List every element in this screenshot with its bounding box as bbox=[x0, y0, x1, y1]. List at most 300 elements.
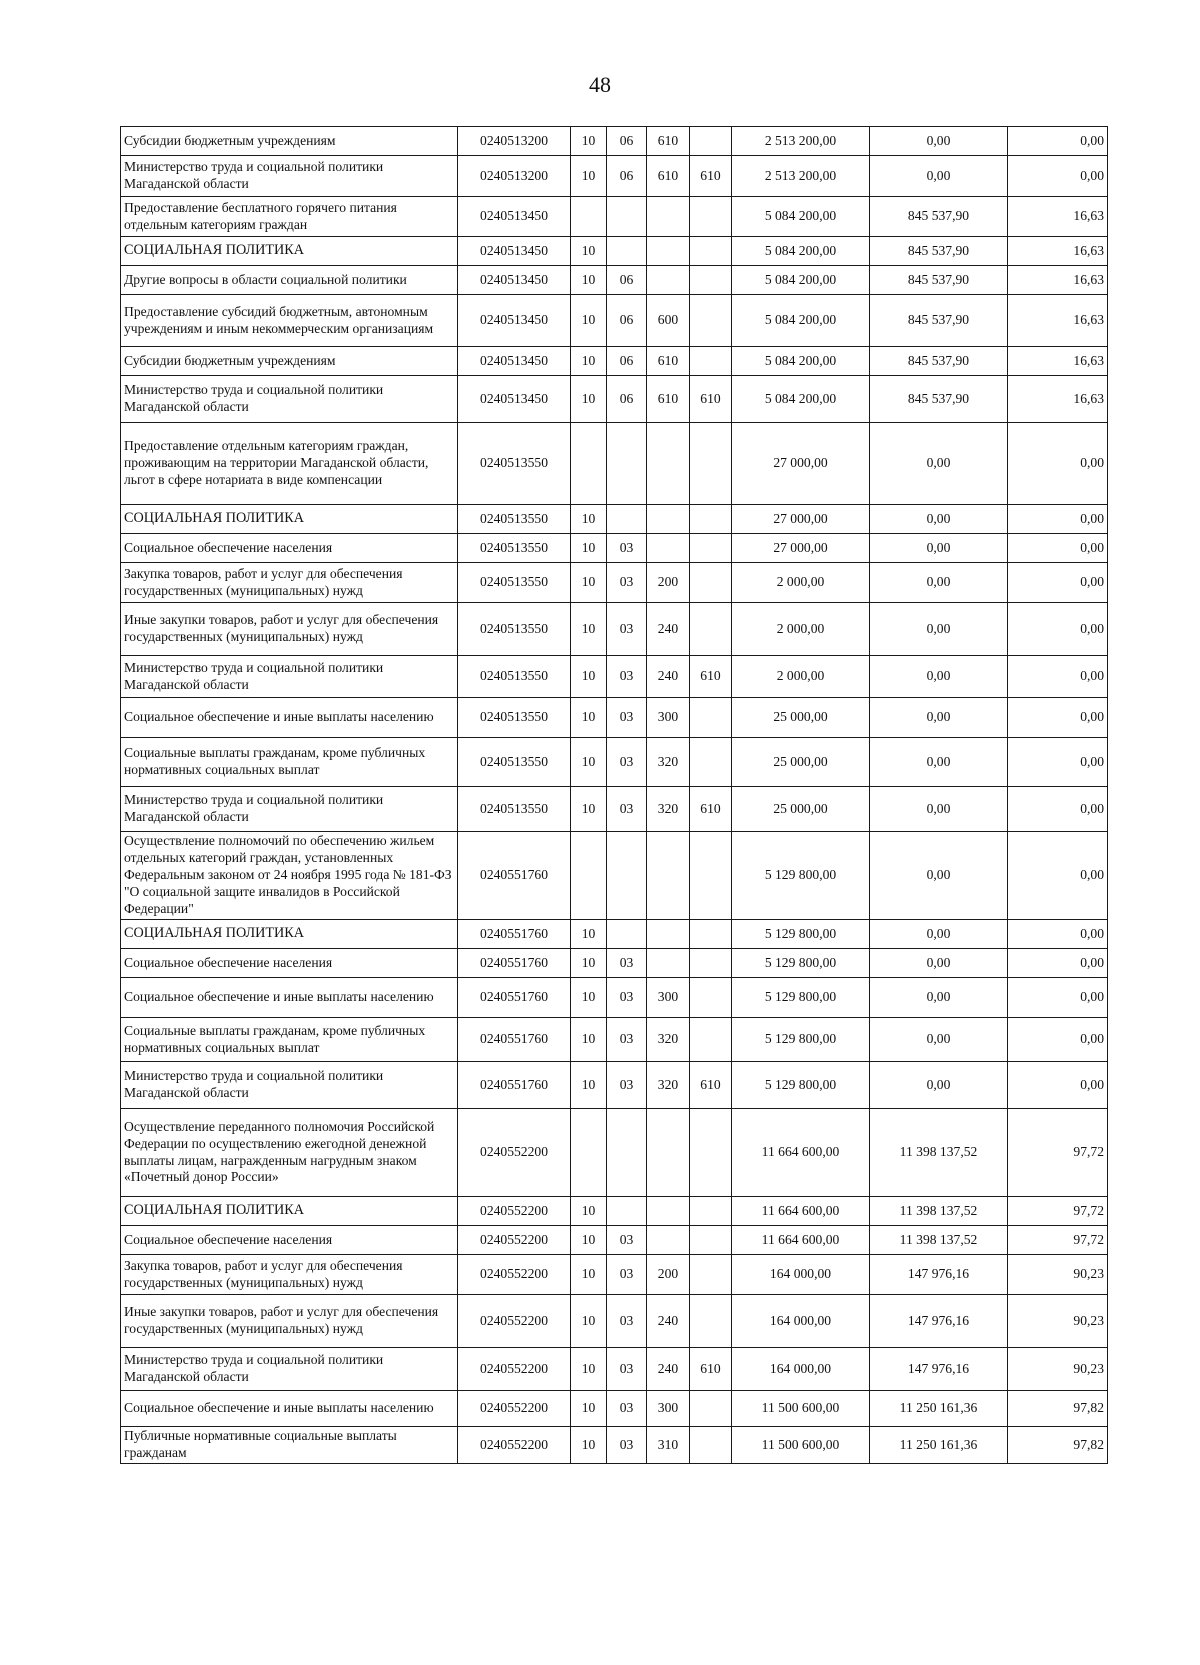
cell-executed-amount: 0,00 bbox=[870, 423, 1008, 505]
cell-planned-amount: 5 084 200,00 bbox=[732, 295, 870, 347]
cell-planned-amount: 2 513 200,00 bbox=[732, 156, 870, 197]
cell-section: 10 bbox=[571, 505, 607, 534]
cell-name: Министерство труда и социальной политики Магаданской области bbox=[121, 656, 458, 698]
cell-name: Министерство труда и социальной политики Магаданской области bbox=[121, 787, 458, 832]
cell-expense-type: 200 bbox=[647, 1255, 690, 1295]
cell-subsection: 03 bbox=[607, 787, 647, 832]
cell-expense-type: 320 bbox=[647, 738, 690, 787]
cell-section: 10 bbox=[571, 347, 607, 376]
table-row bbox=[121, 1197, 1108, 1226]
cell-expense-type: 320 bbox=[647, 1018, 690, 1062]
cell-planned-amount: 2 000,00 bbox=[732, 603, 870, 656]
cell-subsection: 03 bbox=[607, 1226, 647, 1255]
cell-target-article: 0240513550 bbox=[458, 656, 571, 698]
cell-name: Закупка товаров, работ и услуг для обеспечения государственных (муниципальных) нужд bbox=[121, 563, 458, 603]
cell-section: 10 bbox=[571, 1197, 607, 1226]
cell-administrator: 610 bbox=[690, 656, 732, 698]
table-row bbox=[121, 237, 1108, 266]
cell-executed-amount: 0,00 bbox=[870, 534, 1008, 563]
cell-subsection: 06 bbox=[607, 295, 647, 347]
cell-planned-amount: 2 000,00 bbox=[732, 563, 870, 603]
cell-planned-amount: 5 084 200,00 bbox=[732, 266, 870, 295]
cell-name: Министерство труда и социальной политики Магаданской области bbox=[121, 1062, 458, 1109]
cell-executed-amount: 845 537,90 bbox=[870, 197, 1008, 237]
cell-planned-amount: 5 129 800,00 bbox=[732, 1062, 870, 1109]
cell-target-article: 0240513200 bbox=[458, 156, 571, 197]
cell-expense-type: 240 bbox=[647, 1295, 690, 1348]
cell-percent-executed: 0,00 bbox=[1008, 505, 1108, 534]
cell-expense-type bbox=[647, 266, 690, 295]
cell-executed-amount: 0,00 bbox=[870, 505, 1008, 534]
cell-percent-executed: 16,63 bbox=[1008, 197, 1108, 237]
cell-planned-amount: 5 129 800,00 bbox=[732, 978, 870, 1018]
table-row bbox=[121, 1062, 1108, 1109]
cell-percent-executed: 90,23 bbox=[1008, 1255, 1108, 1295]
cell-target-article: 0240552200 bbox=[458, 1197, 571, 1226]
cell-name: СОЦИАЛЬНАЯ ПОЛИТИКА bbox=[121, 1197, 458, 1226]
cell-percent-executed: 0,00 bbox=[1008, 949, 1108, 978]
cell-section: 10 bbox=[571, 295, 607, 347]
cell-percent-executed: 16,63 bbox=[1008, 347, 1108, 376]
table-row bbox=[121, 1427, 1108, 1464]
cell-percent-executed: 0,00 bbox=[1008, 978, 1108, 1018]
table-row bbox=[121, 787, 1108, 832]
cell-expense-type: 300 bbox=[647, 978, 690, 1018]
cell-expense-type: 300 bbox=[647, 698, 690, 738]
cell-target-article: 0240551760 bbox=[458, 978, 571, 1018]
cell-administrator: 610 bbox=[690, 787, 732, 832]
cell-executed-amount: 147 976,16 bbox=[870, 1348, 1008, 1391]
cell-planned-amount: 164 000,00 bbox=[732, 1348, 870, 1391]
cell-subsection: 06 bbox=[607, 156, 647, 197]
table-row bbox=[121, 266, 1108, 295]
cell-executed-amount: 0,00 bbox=[870, 603, 1008, 656]
cell-expense-type: 610 bbox=[647, 127, 690, 156]
cell-expense-type bbox=[647, 237, 690, 266]
cell-subsection bbox=[607, 197, 647, 237]
cell-percent-executed: 0,00 bbox=[1008, 832, 1108, 920]
cell-percent-executed: 16,63 bbox=[1008, 295, 1108, 347]
cell-executed-amount: 845 537,90 bbox=[870, 376, 1008, 423]
cell-target-article: 0240513450 bbox=[458, 376, 571, 423]
cell-administrator bbox=[690, 978, 732, 1018]
table-row bbox=[121, 1018, 1108, 1062]
cell-administrator bbox=[690, 949, 732, 978]
cell-expense-type: 240 bbox=[647, 656, 690, 698]
cell-planned-amount: 25 000,00 bbox=[732, 787, 870, 832]
cell-executed-amount: 0,00 bbox=[870, 127, 1008, 156]
cell-expense-type: 200 bbox=[647, 563, 690, 603]
cell-planned-amount: 5 084 200,00 bbox=[732, 347, 870, 376]
cell-expense-type: 320 bbox=[647, 787, 690, 832]
cell-target-article: 0240513450 bbox=[458, 197, 571, 237]
cell-name: Предоставление бесплатного горячего питания отдельным категориям граждан bbox=[121, 197, 458, 237]
cell-administrator bbox=[690, 738, 732, 787]
cell-section: 10 bbox=[571, 1018, 607, 1062]
cell-name: Министерство труда и социальной политики Магаданской области bbox=[121, 1348, 458, 1391]
table-row bbox=[121, 920, 1108, 949]
cell-administrator: 610 bbox=[690, 156, 732, 197]
cell-name: Субсидии бюджетным учреждениям bbox=[121, 127, 458, 156]
cell-planned-amount: 5 129 800,00 bbox=[732, 949, 870, 978]
cell-administrator bbox=[690, 266, 732, 295]
cell-planned-amount: 5 084 200,00 bbox=[732, 376, 870, 423]
cell-percent-executed: 97,72 bbox=[1008, 1226, 1108, 1255]
cell-expense-type bbox=[647, 1109, 690, 1197]
cell-section: 10 bbox=[571, 698, 607, 738]
cell-percent-executed: 0,00 bbox=[1008, 563, 1108, 603]
cell-section: 10 bbox=[571, 376, 607, 423]
cell-percent-executed: 0,00 bbox=[1008, 738, 1108, 787]
cell-expense-type bbox=[647, 920, 690, 949]
cell-name: Осуществление полномочий по обеспечению жильем отдельных категорий граждан, установленных Федеральным законом от 24 ноября 1995 года № 181-ФЗ "О социальной защите инвалидов в Российской Федерации" bbox=[121, 832, 458, 920]
cell-administrator bbox=[690, 1255, 732, 1295]
cell-expense-type: 320 bbox=[647, 1062, 690, 1109]
cell-administrator bbox=[690, 127, 732, 156]
table-row bbox=[121, 832, 1108, 920]
cell-section: 10 bbox=[571, 738, 607, 787]
cell-planned-amount: 27 000,00 bbox=[732, 423, 870, 505]
cell-administrator bbox=[690, 423, 732, 505]
cell-percent-executed: 0,00 bbox=[1008, 787, 1108, 832]
cell-planned-amount: 5 129 800,00 bbox=[732, 920, 870, 949]
cell-section: 10 bbox=[571, 978, 607, 1018]
cell-expense-type bbox=[647, 197, 690, 237]
cell-planned-amount: 164 000,00 bbox=[732, 1295, 870, 1348]
budget-table bbox=[120, 126, 1108, 1464]
cell-administrator bbox=[690, 347, 732, 376]
cell-section bbox=[571, 832, 607, 920]
cell-percent-executed: 0,00 bbox=[1008, 156, 1108, 197]
cell-subsection: 06 bbox=[607, 347, 647, 376]
table-row bbox=[121, 376, 1108, 423]
cell-name: Иные закупки товаров, работ и услуг для обеспечения государственных (муниципальных) нужд bbox=[121, 603, 458, 656]
table-row bbox=[121, 978, 1108, 1018]
cell-executed-amount: 0,00 bbox=[870, 787, 1008, 832]
cell-section: 10 bbox=[571, 920, 607, 949]
cell-target-article: 0240552200 bbox=[458, 1255, 571, 1295]
cell-target-article: 0240513450 bbox=[458, 266, 571, 295]
table-row bbox=[121, 1391, 1108, 1427]
cell-percent-executed: 97,82 bbox=[1008, 1391, 1108, 1427]
cell-target-article: 0240513550 bbox=[458, 603, 571, 656]
cell-target-article: 0240552200 bbox=[458, 1348, 571, 1391]
cell-administrator bbox=[690, 603, 732, 656]
cell-executed-amount: 0,00 bbox=[870, 949, 1008, 978]
cell-section: 10 bbox=[571, 1427, 607, 1464]
cell-subsection bbox=[607, 832, 647, 920]
cell-executed-amount: 0,00 bbox=[870, 656, 1008, 698]
cell-target-article: 0240552200 bbox=[458, 1427, 571, 1464]
table-row bbox=[121, 949, 1108, 978]
cell-name: Осуществление переданного полномочия Российской Федерации по осуществлению ежегодной денежной выплаты лицам, награжденным нагрудным знаком «Почетный донор России» bbox=[121, 1109, 458, 1197]
cell-target-article: 0240551760 bbox=[458, 920, 571, 949]
cell-subsection bbox=[607, 237, 647, 266]
table-row bbox=[121, 1295, 1108, 1348]
cell-subsection: 03 bbox=[607, 738, 647, 787]
cell-section: 10 bbox=[571, 787, 607, 832]
cell-percent-executed: 0,00 bbox=[1008, 698, 1108, 738]
cell-subsection bbox=[607, 1109, 647, 1197]
cell-expense-type bbox=[647, 949, 690, 978]
table-row bbox=[121, 156, 1108, 197]
cell-section: 10 bbox=[571, 949, 607, 978]
cell-expense-type: 240 bbox=[647, 603, 690, 656]
cell-administrator bbox=[690, 1295, 732, 1348]
cell-administrator bbox=[690, 1109, 732, 1197]
cell-administrator bbox=[690, 563, 732, 603]
table-row bbox=[121, 423, 1108, 505]
cell-executed-amount: 0,00 bbox=[870, 1018, 1008, 1062]
cell-percent-executed: 16,63 bbox=[1008, 237, 1108, 266]
table-row bbox=[121, 127, 1108, 156]
cell-planned-amount: 11 664 600,00 bbox=[732, 1109, 870, 1197]
cell-section: 10 bbox=[571, 534, 607, 563]
cell-planned-amount: 11 664 600,00 bbox=[732, 1197, 870, 1226]
cell-target-article: 0240513550 bbox=[458, 563, 571, 603]
cell-section bbox=[571, 423, 607, 505]
cell-subsection: 06 bbox=[607, 376, 647, 423]
cell-target-article: 0240513450 bbox=[458, 295, 571, 347]
cell-percent-executed: 0,00 bbox=[1008, 603, 1108, 656]
cell-section: 10 bbox=[571, 1226, 607, 1255]
cell-subsection: 03 bbox=[607, 698, 647, 738]
table-row bbox=[121, 563, 1108, 603]
cell-percent-executed: 0,00 bbox=[1008, 1062, 1108, 1109]
table-row bbox=[121, 656, 1108, 698]
cell-expense-type bbox=[647, 1226, 690, 1255]
cell-name: Предоставление субсидий бюджетным, автономным учреждениям и иным некоммерческим организациям bbox=[121, 295, 458, 347]
cell-subsection: 03 bbox=[607, 978, 647, 1018]
cell-section: 10 bbox=[571, 563, 607, 603]
table-row bbox=[121, 1348, 1108, 1391]
cell-planned-amount: 2 513 200,00 bbox=[732, 127, 870, 156]
cell-planned-amount: 27 000,00 bbox=[732, 505, 870, 534]
cell-section: 10 bbox=[571, 266, 607, 295]
cell-executed-amount: 11 398 137,52 bbox=[870, 1226, 1008, 1255]
cell-expense-type: 600 bbox=[647, 295, 690, 347]
cell-subsection: 03 bbox=[607, 949, 647, 978]
cell-executed-amount: 11 250 161,36 bbox=[870, 1391, 1008, 1427]
cell-target-article: 0240513200 bbox=[458, 127, 571, 156]
cell-section: 10 bbox=[571, 156, 607, 197]
cell-subsection bbox=[607, 920, 647, 949]
table-row bbox=[121, 295, 1108, 347]
cell-administrator bbox=[690, 1226, 732, 1255]
cell-target-article: 0240513550 bbox=[458, 698, 571, 738]
cell-target-article: 0240552200 bbox=[458, 1295, 571, 1348]
cell-name: Иные закупки товаров, работ и услуг для обеспечения государственных (муниципальных) нужд bbox=[121, 1295, 458, 1348]
cell-section: 10 bbox=[571, 1255, 607, 1295]
table-body bbox=[121, 127, 1108, 1464]
cell-section: 10 bbox=[571, 656, 607, 698]
cell-target-article: 0240513550 bbox=[458, 738, 571, 787]
cell-subsection bbox=[607, 1197, 647, 1226]
cell-subsection: 03 bbox=[607, 1427, 647, 1464]
cell-administrator bbox=[690, 534, 732, 563]
cell-target-article: 0240513450 bbox=[458, 347, 571, 376]
table-row bbox=[121, 738, 1108, 787]
cell-executed-amount: 147 976,16 bbox=[870, 1295, 1008, 1348]
cell-planned-amount: 2 000,00 bbox=[732, 656, 870, 698]
cell-target-article: 0240551760 bbox=[458, 1062, 571, 1109]
cell-percent-executed: 0,00 bbox=[1008, 423, 1108, 505]
cell-percent-executed: 90,23 bbox=[1008, 1295, 1108, 1348]
cell-name: Предоставление отдельным категориям граждан, проживающим на территории Магаданской области, льгот в сфере нотариата в виде компенсации bbox=[121, 423, 458, 505]
cell-expense-type: 610 bbox=[647, 156, 690, 197]
cell-percent-executed: 0,00 bbox=[1008, 1018, 1108, 1062]
cell-executed-amount: 0,00 bbox=[870, 738, 1008, 787]
cell-subsection: 03 bbox=[607, 1295, 647, 1348]
table-row bbox=[121, 1226, 1108, 1255]
cell-planned-amount: 25 000,00 bbox=[732, 738, 870, 787]
cell-name: Социальное обеспечение населения bbox=[121, 949, 458, 978]
cell-executed-amount: 845 537,90 bbox=[870, 347, 1008, 376]
cell-name: СОЦИАЛЬНАЯ ПОЛИТИКА bbox=[121, 237, 458, 266]
table-row bbox=[121, 698, 1108, 738]
cell-planned-amount: 5 084 200,00 bbox=[732, 237, 870, 266]
table-row bbox=[121, 1109, 1108, 1197]
cell-subsection: 03 bbox=[607, 1255, 647, 1295]
cell-name: Социальное обеспечение и иные выплаты населению bbox=[121, 1391, 458, 1427]
cell-name: Социальное обеспечение и иные выплаты населению bbox=[121, 978, 458, 1018]
cell-executed-amount: 845 537,90 bbox=[870, 295, 1008, 347]
cell-administrator bbox=[690, 237, 732, 266]
cell-executed-amount: 11 398 137,52 bbox=[870, 1109, 1008, 1197]
cell-administrator bbox=[690, 1391, 732, 1427]
cell-administrator bbox=[690, 295, 732, 347]
cell-planned-amount: 11 500 600,00 bbox=[732, 1391, 870, 1427]
cell-subsection bbox=[607, 423, 647, 505]
cell-percent-executed: 16,63 bbox=[1008, 376, 1108, 423]
cell-expense-type bbox=[647, 534, 690, 563]
cell-subsection: 03 bbox=[607, 656, 647, 698]
cell-target-article: 0240551760 bbox=[458, 949, 571, 978]
cell-planned-amount: 5 129 800,00 bbox=[732, 832, 870, 920]
cell-expense-type: 310 bbox=[647, 1427, 690, 1464]
cell-administrator: 610 bbox=[690, 1062, 732, 1109]
cell-expense-type: 300 bbox=[647, 1391, 690, 1427]
table-row bbox=[121, 505, 1108, 534]
cell-administrator bbox=[690, 1197, 732, 1226]
cell-administrator bbox=[690, 505, 732, 534]
cell-section: 10 bbox=[571, 127, 607, 156]
cell-section bbox=[571, 1109, 607, 1197]
cell-target-article: 0240551760 bbox=[458, 832, 571, 920]
cell-target-article: 0240551760 bbox=[458, 1018, 571, 1062]
cell-target-article: 0240513550 bbox=[458, 787, 571, 832]
cell-target-article: 0240513550 bbox=[458, 505, 571, 534]
cell-planned-amount: 164 000,00 bbox=[732, 1255, 870, 1295]
cell-name: Министерство труда и социальной политики Магаданской области bbox=[121, 376, 458, 423]
table-row bbox=[121, 534, 1108, 563]
table-row bbox=[121, 1255, 1108, 1295]
cell-percent-executed: 0,00 bbox=[1008, 534, 1108, 563]
cell-name: СОЦИАЛЬНАЯ ПОЛИТИКА bbox=[121, 505, 458, 534]
cell-executed-amount: 11 398 137,52 bbox=[870, 1197, 1008, 1226]
cell-executed-amount: 0,00 bbox=[870, 832, 1008, 920]
cell-subsection: 03 bbox=[607, 1391, 647, 1427]
table-row bbox=[121, 197, 1108, 237]
cell-executed-amount: 0,00 bbox=[870, 156, 1008, 197]
cell-percent-executed: 0,00 bbox=[1008, 656, 1108, 698]
cell-name: Социальное обеспечение и иные выплаты населению bbox=[121, 698, 458, 738]
cell-executed-amount: 0,00 bbox=[870, 1062, 1008, 1109]
cell-subsection: 06 bbox=[607, 266, 647, 295]
cell-name: Закупка товаров, работ и услуг для обеспечения государственных (муниципальных) нужд bbox=[121, 1255, 458, 1295]
cell-planned-amount: 5 084 200,00 bbox=[732, 197, 870, 237]
cell-percent-executed: 0,00 bbox=[1008, 920, 1108, 949]
cell-administrator bbox=[690, 1018, 732, 1062]
cell-target-article: 0240513550 bbox=[458, 534, 571, 563]
page-number: 48 bbox=[589, 72, 611, 97]
cell-target-article: 0240513450 bbox=[458, 237, 571, 266]
cell-expense-type bbox=[647, 505, 690, 534]
cell-executed-amount: 0,00 bbox=[870, 563, 1008, 603]
cell-planned-amount: 27 000,00 bbox=[732, 534, 870, 563]
cell-name: Социальные выплаты гражданам, кроме публичных нормативных социальных выплат bbox=[121, 1018, 458, 1062]
cell-administrator bbox=[690, 832, 732, 920]
cell-section: 10 bbox=[571, 603, 607, 656]
cell-executed-amount: 147 976,16 bbox=[870, 1255, 1008, 1295]
cell-planned-amount: 11 664 600,00 bbox=[732, 1226, 870, 1255]
cell-planned-amount: 25 000,00 bbox=[732, 698, 870, 738]
cell-administrator: 610 bbox=[690, 376, 732, 423]
cell-planned-amount: 11 500 600,00 bbox=[732, 1427, 870, 1464]
cell-target-article: 0240552200 bbox=[458, 1226, 571, 1255]
cell-administrator: 610 bbox=[690, 1348, 732, 1391]
cell-percent-executed: 90,23 bbox=[1008, 1348, 1108, 1391]
cell-administrator bbox=[690, 698, 732, 738]
cell-name: СОЦИАЛЬНАЯ ПОЛИТИКА bbox=[121, 920, 458, 949]
cell-subsection: 03 bbox=[607, 1348, 647, 1391]
cell-section bbox=[571, 197, 607, 237]
cell-percent-executed: 97,82 bbox=[1008, 1427, 1108, 1464]
cell-expense-type bbox=[647, 1197, 690, 1226]
cell-name: Министерство труда и социальной политики Магаданской области bbox=[121, 156, 458, 197]
cell-subsection: 03 bbox=[607, 534, 647, 563]
table-row bbox=[121, 347, 1108, 376]
cell-executed-amount: 0,00 bbox=[870, 920, 1008, 949]
cell-planned-amount: 5 129 800,00 bbox=[732, 1018, 870, 1062]
cell-expense-type: 610 bbox=[647, 376, 690, 423]
cell-name: Социальное обеспечение населения bbox=[121, 534, 458, 563]
cell-target-article: 0240513550 bbox=[458, 423, 571, 505]
cell-section: 10 bbox=[571, 1062, 607, 1109]
cell-name: Другие вопросы в области социальной политики bbox=[121, 266, 458, 295]
cell-name: Социальное обеспечение населения bbox=[121, 1226, 458, 1255]
cell-percent-executed: 0,00 bbox=[1008, 127, 1108, 156]
cell-target-article: 0240552200 bbox=[458, 1109, 571, 1197]
cell-percent-executed: 97,72 bbox=[1008, 1109, 1108, 1197]
cell-name: Социальные выплаты гражданам, кроме публичных нормативных социальных выплат bbox=[121, 738, 458, 787]
cell-executed-amount: 845 537,90 bbox=[870, 237, 1008, 266]
cell-section: 10 bbox=[571, 237, 607, 266]
cell-expense-type bbox=[647, 423, 690, 505]
cell-name: Публичные нормативные социальные выплаты гражданам bbox=[121, 1427, 458, 1464]
cell-subsection: 03 bbox=[607, 1018, 647, 1062]
cell-subsection: 03 bbox=[607, 1062, 647, 1109]
cell-subsection: 03 bbox=[607, 563, 647, 603]
cell-executed-amount: 0,00 bbox=[870, 978, 1008, 1018]
cell-expense-type bbox=[647, 832, 690, 920]
cell-executed-amount: 0,00 bbox=[870, 698, 1008, 738]
cell-percent-executed: 97,72 bbox=[1008, 1197, 1108, 1226]
cell-expense-type: 240 bbox=[647, 1348, 690, 1391]
cell-executed-amount: 845 537,90 bbox=[870, 266, 1008, 295]
cell-expense-type: 610 bbox=[647, 347, 690, 376]
cell-percent-executed: 16,63 bbox=[1008, 266, 1108, 295]
